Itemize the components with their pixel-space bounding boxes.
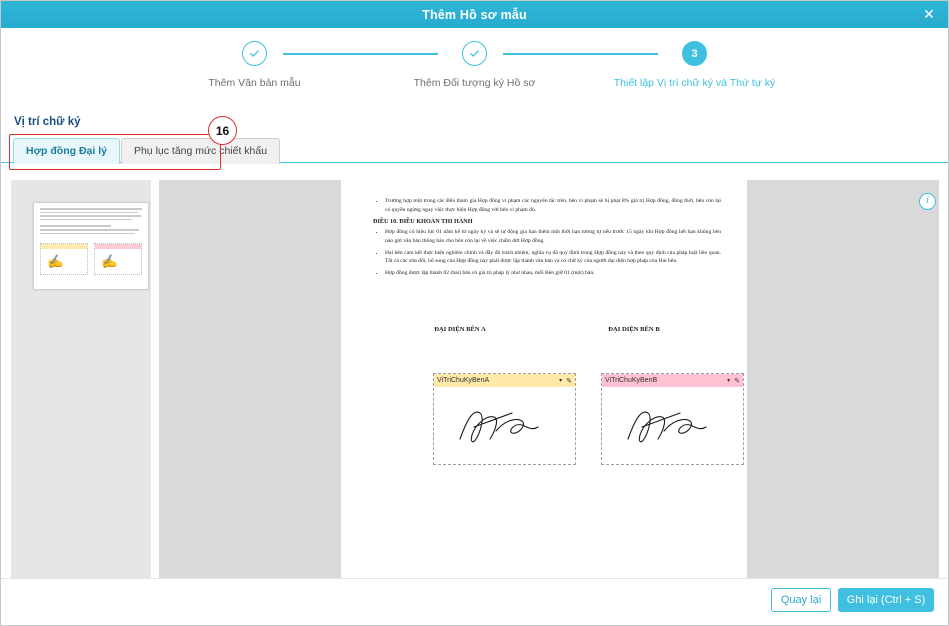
signature-ink-b — [602, 387, 743, 465]
document-heading: ĐIỀU 10. ĐIỀU KHOẢN THI HÀNH — [373, 218, 473, 226]
step-1-check-icon — [242, 41, 267, 66]
document-bullet-0: • Hợp đồng có hiệu lực 01 năm kể từ ngày ký và sẽ tự động gia hạn thêm một thời hạn tương tự nếu trước 15 ngày khi Hợp đồng hết hạn không bên nào gửi văn bản thông báo cho bên còn lại về việc chấm dứt Hợp đồng. — [385, 228, 721, 245]
step-1-label: Thêm Văn bản mẫu — [208, 77, 301, 89]
document-bullet-1: • Hai bên cam kết thực hiện nghiêm chỉnh và đầy đủ trách nhiệm, nghĩa vụ đã quy định trong Hợp đồng này và theo quy định của pháp luật liên quan. Tất cả các sửa đổi, bổ sung của Hợp đồng này phải được lập thành văn bản và có chữ ký của người đại diện hợp pháp của Hai bên. — [385, 249, 721, 266]
document-bullet-2: • Hợp đồng được lập thành 02 (hai) bản có giá trị pháp lý như nhau, mỗi Bên giữ 01 (một) bản. — [385, 269, 721, 278]
pencil-icon[interactable]: ✎ — [734, 377, 740, 385]
step-3-number: 3 — [682, 41, 707, 66]
page-thumbnail[interactable]: ✍ ✍ — [33, 202, 149, 290]
signature-header-b: ĐẠI DIỆN BÊN B — [608, 326, 660, 333]
step-2-check-icon — [462, 41, 487, 66]
signature-headers — [373, 326, 721, 333]
document-intro-bullets — [373, 197, 721, 214]
signature-field-a[interactable] — [433, 373, 576, 465]
page-placeholder-left — [159, 180, 341, 580]
info-icon[interactable]: i — [919, 193, 936, 210]
thumbnail-pane[interactable] — [11, 180, 151, 580]
step-2-label: Thêm Đối tượng ký Hồ sơ — [413, 77, 536, 89]
page-placeholder-right — [747, 180, 939, 580]
tab-hop-dong-dai-ly[interactable]: Hợp đồng Đại lý — [13, 138, 120, 164]
signature-field-b-caption[interactable] — [602, 374, 743, 387]
dialog-footer — [1, 578, 948, 625]
back-button[interactable]: Quay lại — [771, 588, 831, 612]
tab-phu-luc-tang-muc-chiet-khau[interactable]: Phụ lục tăng mức chiết khấu — [121, 138, 280, 164]
signature-field-b-label: ViTriChuKyBenB — [605, 377, 658, 384]
step-connector-1 — [283, 53, 438, 55]
signature-ink-a — [434, 387, 575, 465]
document-tabs — [13, 138, 281, 164]
annotation-badge-16: 16 — [208, 116, 237, 145]
save-button[interactable]: Ghi lại (Ctrl + S) — [838, 588, 934, 612]
document-text — [373, 197, 721, 282]
page-title: Thêm Hồ sơ mẫu — [422, 7, 527, 22]
signature-field-a-caption[interactable] — [434, 374, 575, 387]
wizard-stepper — [1, 41, 948, 103]
pencil-icon[interactable]: ✎ — [566, 377, 572, 385]
signature-position-label: Vị trí chữ ký — [14, 116, 81, 128]
document-paragraph-0: • Trường hợp một trong các Bên tham gia Hợp đồng vi phạm các nguyên tắc trên, bên vi phạm sẽ bị phạt 8% giá trị Hợp đồng, đồng thời, bên còn lại có quyền ngừng ngay việc thực hiện Hợp đồng với bên vi phạm đó. — [385, 197, 721, 214]
document-bullets — [373, 228, 721, 277]
signature-field-b[interactable] — [601, 373, 744, 465]
step-3-label: Thiết lập Vị trí chữ ký và Thứ tự ký — [613, 77, 776, 89]
dialog-title-bar — [1, 1, 948, 28]
close-icon[interactable]: ✕ — [923, 6, 935, 22]
step-1[interactable] — [160, 41, 350, 89]
signature-header-a: ĐẠI DIỆN BÊN A — [434, 326, 486, 333]
step-connector-2 — [503, 53, 658, 55]
step-3[interactable] — [600, 41, 790, 89]
chevron-down-icon[interactable]: ▾ — [559, 378, 563, 384]
signature-field-a-label: ViTriChuKyBenA — [437, 377, 490, 384]
chevron-down-icon[interactable]: ▾ — [727, 378, 731, 384]
step-2[interactable] — [380, 41, 570, 89]
